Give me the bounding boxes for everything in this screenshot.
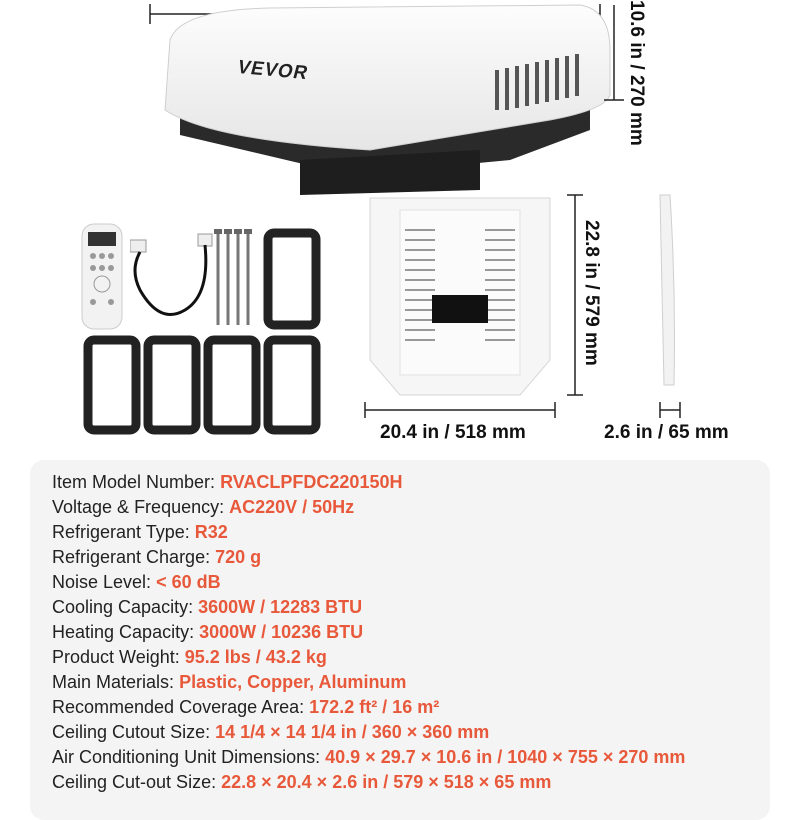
gaskets-image <box>80 228 330 438</box>
panel-side-profile-image <box>650 190 690 400</box>
spec-row-refrigerant-charge: Refrigerant Charge: 720 g <box>52 547 262 567</box>
spec-row-cutout-size: Ceiling Cut-out Size: 22.8 × 20.4 × 2.6 in / 579 × 518 × 65 mm <box>52 772 552 792</box>
spec-row-coverage: Recommended Coverage Area: 172.2 ft² / 16 m² <box>52 697 440 717</box>
panel-width-dimension-line <box>360 400 560 420</box>
spec-row-refrigerant-type: Refrigerant Type: R32 <box>52 522 228 542</box>
spec-row-noise: Noise Level: < 60 dB <box>52 572 221 592</box>
spec-row-cooling: Cooling Capacity: 3600W / 12283 BTU <box>52 597 363 617</box>
spec-row-voltage: Voltage & Frequency: AC220V / 50Hz <box>52 497 355 517</box>
height-label-top: 10.6 in / 270 mm <box>626 0 647 146</box>
spec-row-ceiling-cutout: Ceiling Cutout Size: 14 1/4 × 14 1/4 in / 360 × 360 mm <box>52 722 490 742</box>
depth-dimension-line <box>655 400 685 420</box>
width-label-panel: 20.4 in / 518 mm <box>380 422 526 443</box>
spec-row-heating: Heating Capacity: 3000W / 10236 BTU <box>52 622 364 642</box>
ceiling-panel-image <box>360 190 560 400</box>
spec-row-weight: Product Weight: 95.2 lbs / 43.2 kg <box>52 647 327 667</box>
spec-row-model: Item Model Number: RVACLPFDC220150H <box>52 472 403 492</box>
spec-row-unit-dimensions: Air Conditioning Unit Dimensions: 40.9 × 29.7 × 10.6 in / 1040 × 755 × 270 mm <box>52 747 686 767</box>
depth-label-panel: 2.6 in / 65 mm <box>604 422 729 443</box>
ac-unit-image <box>150 0 620 200</box>
brand-logo: VEVOR <box>235 56 311 85</box>
height-label-panel: 22.8 in / 579 mm <box>581 220 602 366</box>
spec-row-materials: Main Materials: Plastic, Copper, Aluminum <box>52 672 407 692</box>
